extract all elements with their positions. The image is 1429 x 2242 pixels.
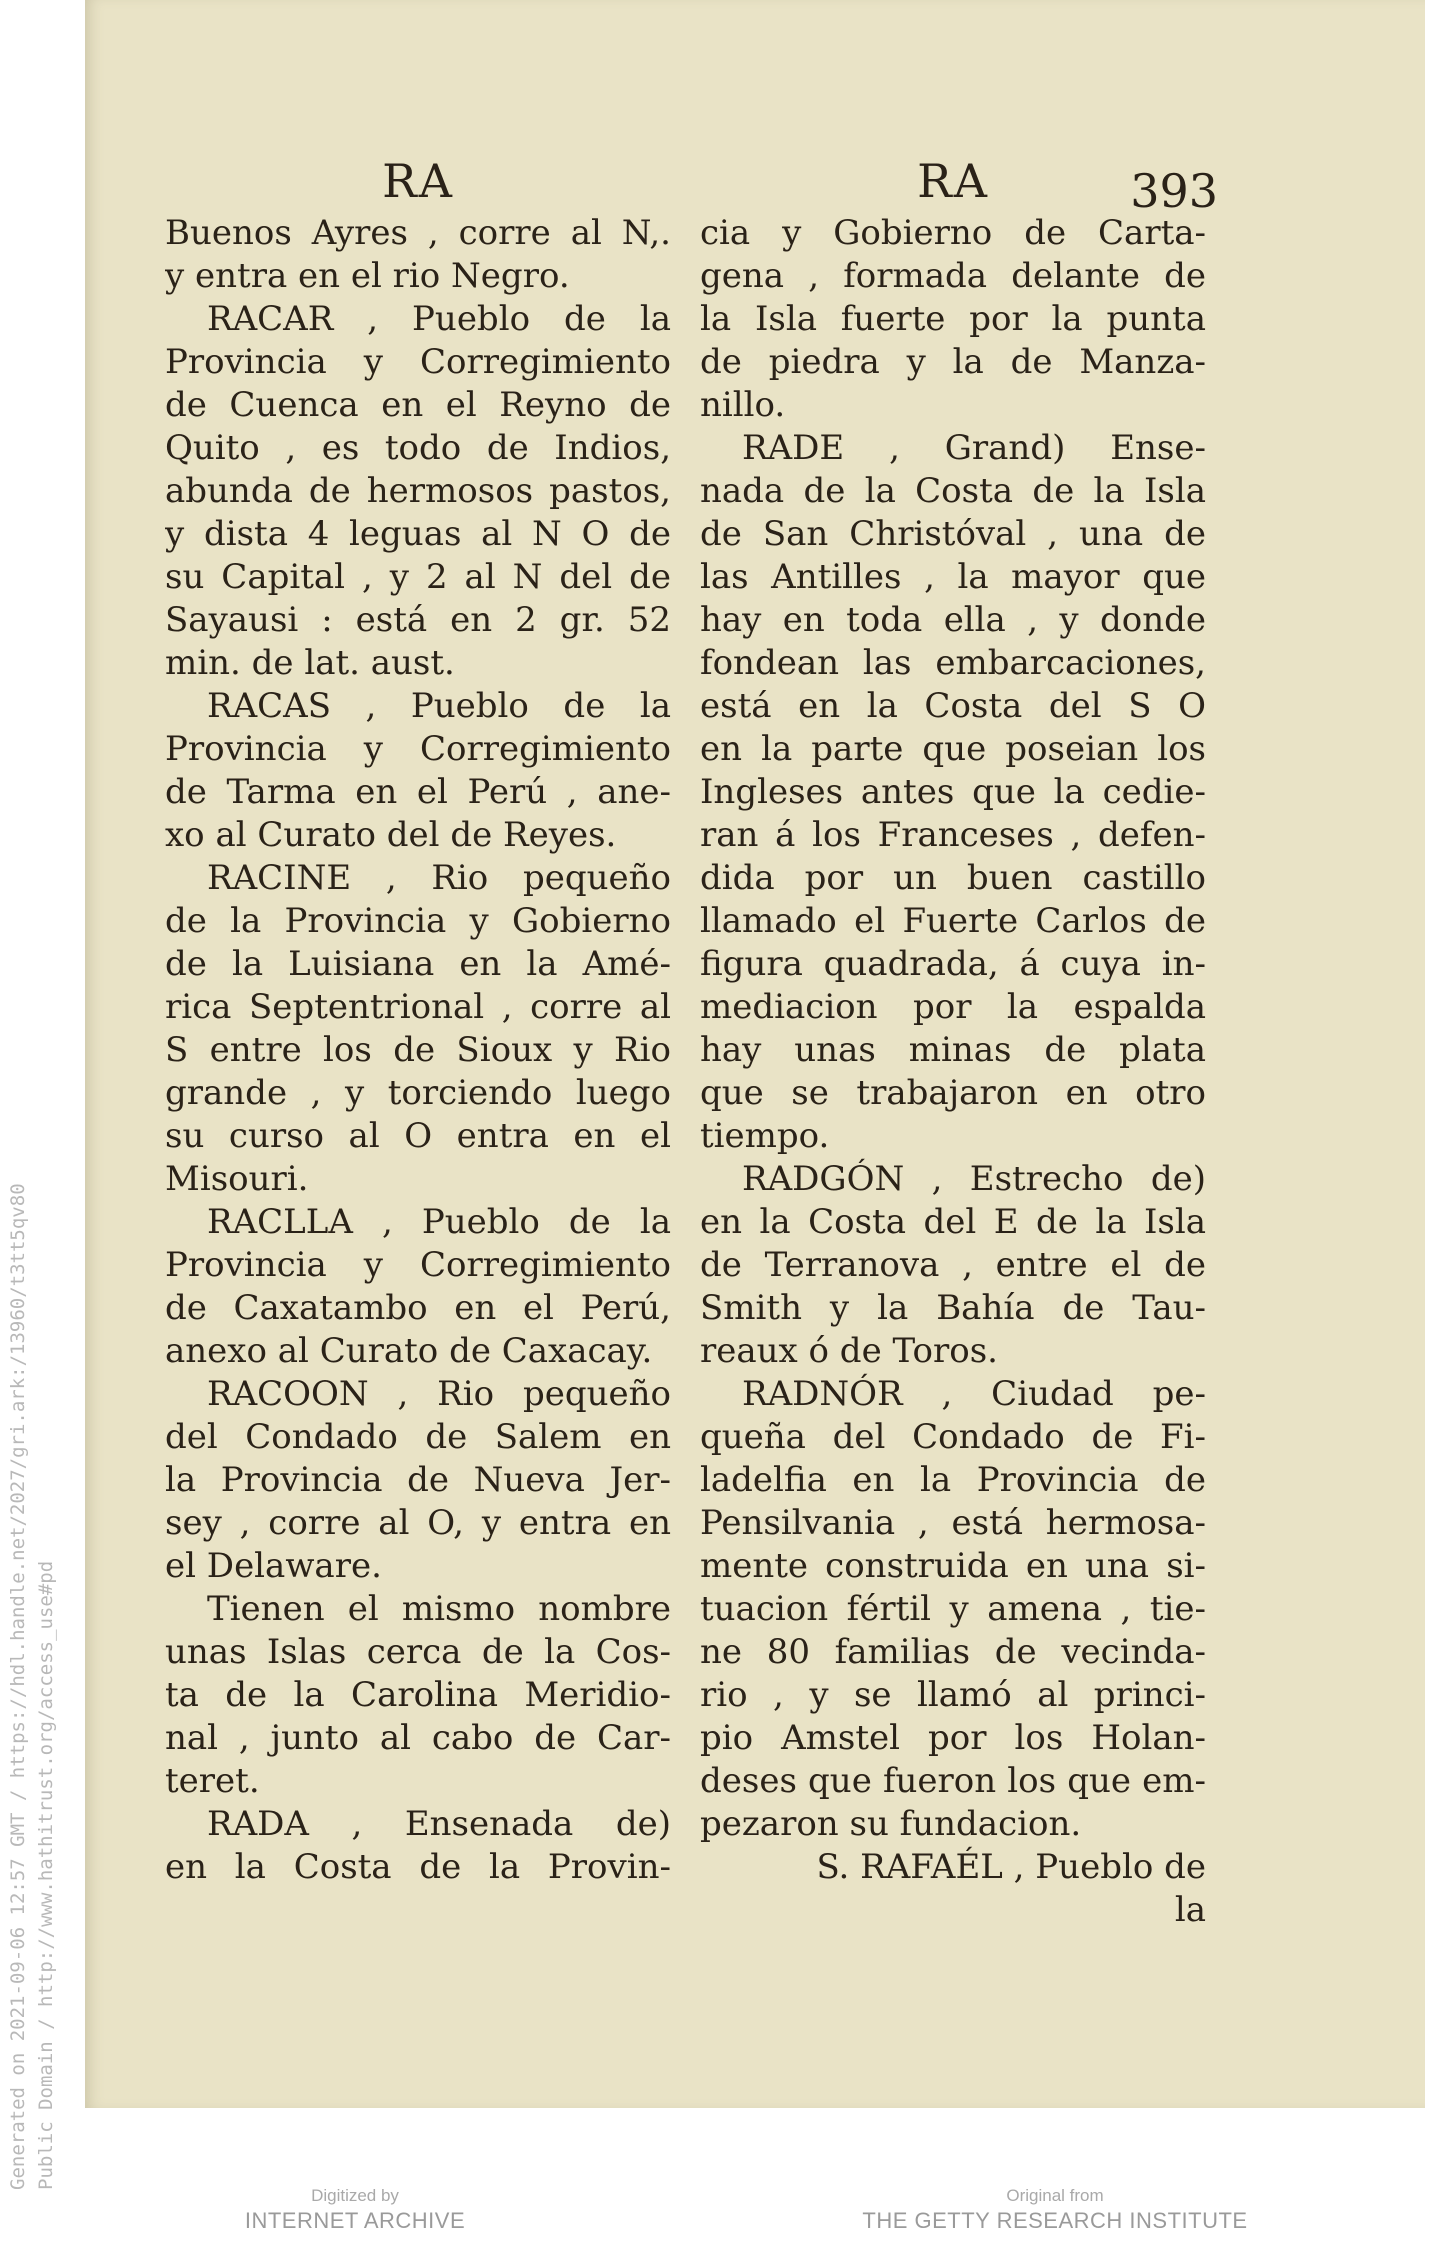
text-line: en la Costa de la Provin- — [165, 1847, 671, 1887]
text-line: Misouri. — [165, 1159, 309, 1199]
text-line: la Isla fuerte por la punta — [700, 299, 1206, 339]
text-line: de la Provincia y Gobierno — [165, 901, 671, 941]
text-line: nillo. — [700, 385, 786, 425]
right-running-head: RA — [917, 154, 989, 208]
text-line: RACAR , Pueblo de la — [207, 299, 671, 339]
text-line: Smith y la Bahía de Tau- — [700, 1288, 1206, 1328]
text-line: que se trabajaron en otro — [700, 1073, 1206, 1113]
text-line: pio Amstel por los Holan- — [700, 1718, 1206, 1758]
text-line: grande , y torciendo luego — [165, 1073, 671, 1113]
text-line: ran á los Franceses , defen- — [700, 815, 1206, 855]
text-line: hay en toda ella , y donde — [700, 600, 1206, 640]
text-line: deses que fueron los que em- — [700, 1761, 1206, 1801]
text-line: S. RAFAÉL , Pueblo de — [816, 1847, 1206, 1887]
text-line: de Caxatambo en el Perú, — [165, 1288, 671, 1328]
text-line: RADGÓN , Estrecho de) — [742, 1159, 1206, 1199]
text-line: mediacion por la espalda — [700, 987, 1206, 1027]
left-column-text — [165, 212, 671, 1889]
text-line: la — [1174, 1890, 1206, 1930]
text-line: min. de lat. aust. — [165, 643, 455, 683]
text-line: Tienen el mismo nombre — [207, 1589, 671, 1629]
text-line: Ingleses antes que la cedie- — [700, 772, 1206, 812]
text-line: teret. — [165, 1761, 260, 1801]
original-from-label: Original from — [1006, 2186, 1104, 2205]
text-line: su curso al O entra en el — [165, 1116, 671, 1156]
text-line: RACAS , Pueblo de la — [207, 686, 671, 726]
text-line: RADA , Ensenada de) — [207, 1804, 671, 1844]
text-line: mente construida en una si- — [700, 1546, 1206, 1586]
text-line: Quito , es todo de Indios, — [165, 428, 671, 468]
text-line: ta de la Carolina Meridio- — [165, 1675, 671, 1715]
text-line: cia y Gobierno de Carta- — [700, 213, 1206, 253]
original-from-credit — [855, 2185, 1255, 2235]
right-column — [700, 150, 1218, 1932]
text-line: tuacion fértil y amena , tie- — [700, 1589, 1206, 1629]
text-line: RACOON , Rio pequeño — [207, 1374, 671, 1414]
text-line: sey , corre al O, y entra en — [165, 1503, 671, 1543]
text-line: ladelfia en la Provincia de — [700, 1460, 1206, 1500]
text-line: las Antilles , la mayor que — [700, 557, 1206, 597]
generation-note — [0, 1100, 85, 2200]
text-line: hay unas minas de plata — [700, 1030, 1206, 1070]
page-number: 393 — [1130, 164, 1218, 218]
text-line: fondean las embarcaciones, — [700, 643, 1206, 683]
text-line: en la Costa del E de la Isla — [700, 1202, 1206, 1242]
generation-note-line-2: Public Domain / http://www.hathitrust.org/access_use#pd — [35, 1560, 57, 2190]
text-line: reaux ó de Toros. — [700, 1331, 998, 1371]
text-line: RACLLA , Pueblo de la — [207, 1202, 671, 1242]
text-line: RACINE , Rio pequeño — [207, 858, 671, 898]
text-line: de piedra y la de Manza- — [700, 342, 1206, 382]
footer — [0, 2185, 1429, 2242]
text-line: ne 80 familias de vecinda- — [700, 1632, 1206, 1672]
text-line: pezaron su fundacion. — [700, 1804, 1082, 1844]
text-line: de la Luisiana en la Amé- — [165, 944, 671, 984]
text-line: tiempo. — [700, 1116, 830, 1156]
text-line: figura quadrada, á cuya in- — [700, 944, 1206, 984]
text-line: rica Septentrional , corre al — [165, 987, 671, 1027]
text-line: de Terranova , entre el de — [700, 1245, 1206, 1285]
text-line: S entre los de Sioux y Rio — [165, 1030, 671, 1070]
text-line: Pensilvania , está hermosa- — [700, 1503, 1206, 1543]
internet-archive-label: INTERNET ARCHIVE — [244, 2208, 466, 2233]
text-line: de San Christóval , una de — [700, 514, 1206, 554]
text-line: llamado el Fuerte Carlos de — [700, 901, 1206, 941]
text-line: y entra en el rio Negro. — [165, 256, 570, 296]
text-line: abunda de hermosos pastos, — [165, 471, 671, 511]
text-line: su Capital , y 2 al N del de — [165, 557, 671, 597]
text-line: nada de la Costa de la Isla — [700, 471, 1206, 511]
text-line: Provincia y Corregimiento — [165, 729, 671, 769]
text-line: y dista 4 leguas al N O de — [165, 514, 671, 554]
text-line: RADNÓR , Ciudad pe- — [742, 1374, 1206, 1414]
digitized-by-credit — [200, 2185, 510, 2235]
text-line: nal , junto al cabo de Car- — [165, 1718, 671, 1758]
text-line: de Cuenca en el Reyno de — [165, 385, 671, 425]
generation-note-line-1: Generated on 2021-09-06 12:57 GMT / https://hdl.handle.net/2027/gri.ark:/13960/t3tt5qv80 — [7, 1183, 29, 2190]
text-line: el Delaware. — [165, 1546, 382, 1586]
left-column — [165, 150, 671, 1889]
text-line: queña del Condado de Fi- — [700, 1417, 1206, 1457]
text-line: xo al Curato del de Reyes. — [165, 815, 617, 855]
scanned-page — [85, 0, 1425, 2108]
text-line: unas Islas cerca de la Cos- — [165, 1632, 671, 1672]
text-line: del Condado de Salem en — [165, 1417, 671, 1457]
text-line: dida por un buen castillo — [700, 858, 1206, 898]
text-line: Buenos Ayres , corre al N,. — [165, 213, 671, 253]
text-line: la Provincia de Nueva Jer- — [165, 1460, 671, 1500]
text-line: RADE , Grand) Ense- — [742, 428, 1206, 468]
text-line: gena , formada delante de — [700, 256, 1206, 296]
digitized-by-label: Digitized by — [311, 2186, 399, 2205]
left-running-head: RA — [382, 154, 454, 208]
text-line: de Tarma en el Perú , ane- — [165, 772, 671, 812]
text-line: Provincia y Corregimiento — [165, 342, 671, 382]
text-line: rio , y se llamó al princi- — [700, 1675, 1206, 1715]
getty-label: THE GETTY RESEARCH INSTITUTE — [862, 2208, 1248, 2233]
text-line: anexo al Curato de Caxacay. — [165, 1331, 653, 1371]
text-line: Provincia y Corregimiento — [165, 1245, 671, 1285]
text-line: en la parte que poseian los — [700, 729, 1206, 769]
text-line: está en la Costa del S O — [700, 686, 1206, 726]
right-column-text — [700, 212, 1206, 1932]
text-line: Sayausi : está en 2 gr. 52 — [165, 600, 671, 640]
